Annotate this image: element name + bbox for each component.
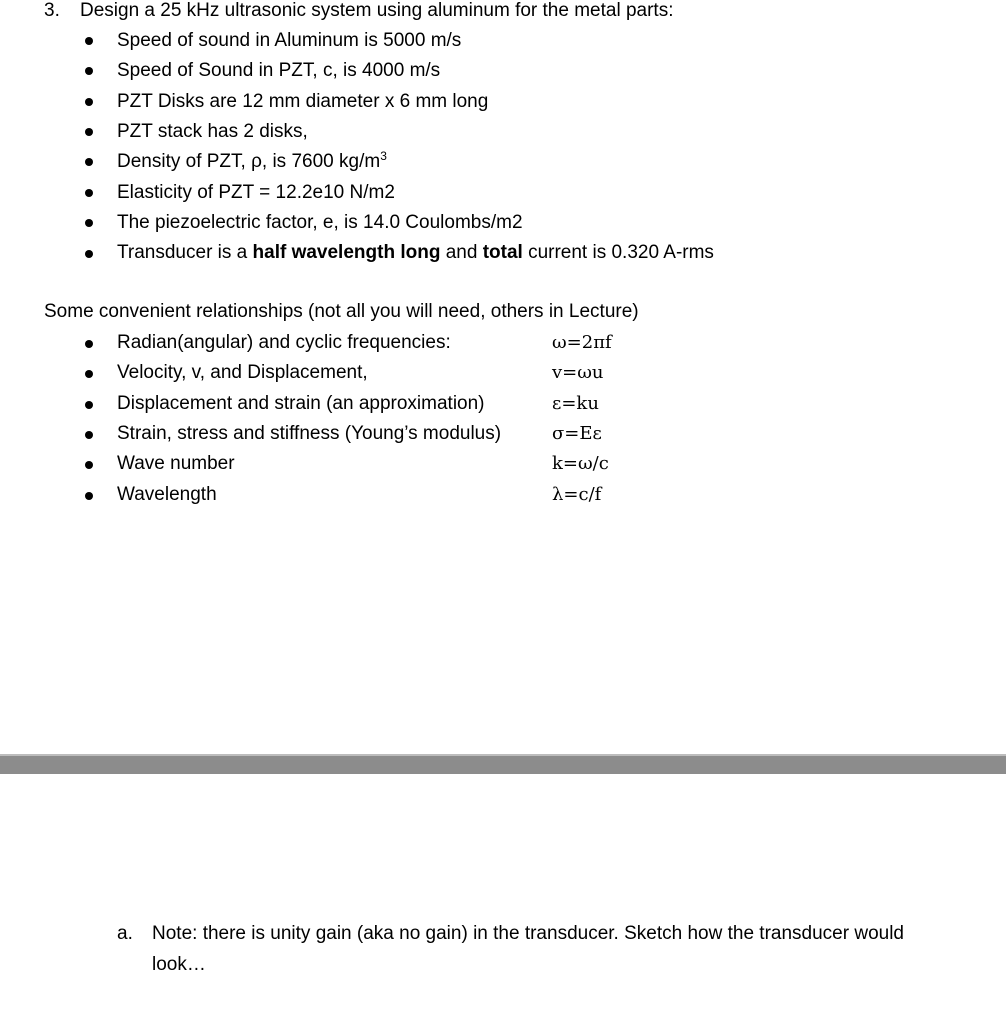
bullet-icon bbox=[85, 401, 93, 409]
bullet-icon bbox=[85, 67, 93, 75]
relationship-label: Velocity, v, and Displacement, bbox=[117, 362, 368, 383]
transducer-bold-1: half wavelength long bbox=[252, 242, 441, 263]
problem-number: 3. bbox=[44, 0, 60, 21]
given-density bbox=[117, 151, 387, 173]
density-superscript: 3 bbox=[380, 149, 387, 163]
given-elasticity: Elasticity of PZT = 12.2e10 N/m2 bbox=[117, 182, 395, 203]
relationship-label: Wavelength bbox=[117, 484, 217, 505]
relationship-formula: k=ω/c bbox=[552, 453, 609, 474]
bullet-icon bbox=[85, 158, 93, 166]
transducer-bold-2: total bbox=[482, 242, 523, 263]
relationship-formula: σ=Eε bbox=[552, 423, 602, 444]
relationship-label: Wave number bbox=[117, 453, 235, 474]
problem-title: Design a 25 kHz ultrasonic system using aluminum for the metal parts: bbox=[80, 0, 674, 21]
transducer-text-1: Transducer is a bbox=[117, 242, 253, 263]
transducer-text-2: and bbox=[440, 242, 483, 263]
bullet-icon bbox=[85, 370, 93, 378]
relationship-formula: λ=c/f bbox=[552, 484, 602, 505]
bullet-icon bbox=[85, 128, 93, 136]
given-pzt-speed: Speed of Sound in PZT, c, is 4000 m/s bbox=[117, 60, 441, 81]
subquestion-letter: a. bbox=[117, 923, 133, 944]
relationship-formula: ω=2πf bbox=[552, 332, 612, 353]
relationship-label: Displacement and strain (an approximation) bbox=[117, 393, 485, 414]
relationship-formula: ε=ku bbox=[552, 393, 599, 414]
relationship-label: Strain, stress and stiffness (Young’s modulus) bbox=[117, 423, 502, 444]
density-text: Density of PZT, ρ, is 7600 kg/m bbox=[117, 151, 381, 172]
bullet-icon bbox=[85, 189, 93, 197]
given-aluminum-speed: Speed of sound in Aluminum is 5000 m/s bbox=[117, 30, 462, 51]
given-transducer bbox=[117, 242, 714, 264]
bullet-icon bbox=[85, 37, 93, 45]
bullet-icon bbox=[85, 461, 93, 469]
bullet-icon bbox=[85, 431, 93, 439]
bullet-icon bbox=[85, 250, 93, 258]
relationships-heading: Some convenient relationships (not all you will need, others in Lecture) bbox=[44, 301, 639, 322]
given-disk-size: PZT Disks are 12 mm diameter x 6 mm long bbox=[117, 91, 489, 112]
bullet-icon bbox=[85, 219, 93, 227]
given-piezo-factor: The piezoelectric factor, e, is 14.0 Coulombs/m2 bbox=[117, 212, 523, 233]
page-divider bbox=[0, 754, 1006, 774]
bullet-icon bbox=[85, 492, 93, 500]
bullet-icon bbox=[85, 340, 93, 348]
subquestion-line-2: look… bbox=[152, 954, 206, 975]
relationship-label: Radian(angular) and cyclic frequencies: bbox=[117, 332, 451, 353]
subquestion-line-1: Note: there is unity gain (aka no gain) in the transducer. Sketch how the transducer would bbox=[152, 923, 904, 944]
bullet-icon bbox=[85, 98, 93, 106]
transducer-text-3: current is 0.320 A-rms bbox=[522, 242, 714, 263]
given-stack-disks: PZT stack has 2 disks, bbox=[117, 121, 308, 142]
relationship-formula: v=ωu bbox=[552, 362, 604, 383]
